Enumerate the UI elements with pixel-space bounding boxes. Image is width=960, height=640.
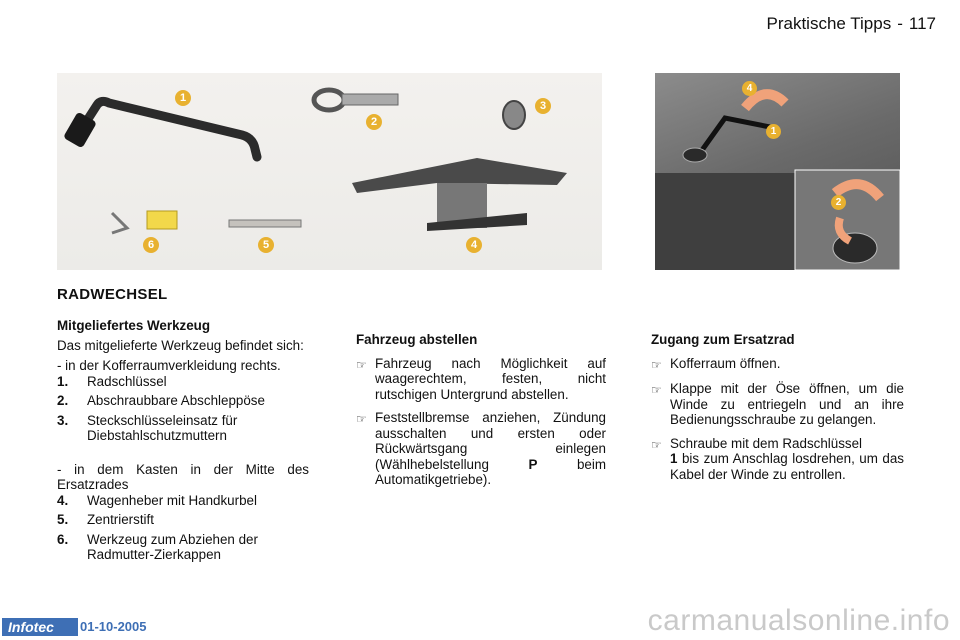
watermark: carmanualsonline.info: [647, 604, 950, 637]
tool-item-text: Steckschlüsseleinsatz für Diebstahlschutzmuttern: [87, 412, 238, 443]
cap-puller-drawing: [112, 211, 177, 233]
callout-5: 5: [258, 237, 274, 253]
callout-4: 4: [466, 237, 482, 253]
wheel-wrench-drawing: [63, 101, 257, 157]
trunk-illustration: [655, 73, 900, 270]
park-step-text-c: beim Automatikgetriebe).: [375, 456, 606, 487]
jack-drawing: [352, 158, 567, 231]
tool-item: [57, 493, 309, 509]
access-step: [651, 436, 904, 483]
header-separator: -: [897, 14, 903, 33]
tool-item-number: 2.: [57, 393, 69, 408]
gear-position-p: P: [528, 456, 538, 472]
park-step-text: Fahrzeug nach Möglichkeit auf waagerechtem, festen, nicht rutschigen Untergrund abstellen.: [375, 355, 606, 402]
header-section: Praktische Tipps: [766, 14, 892, 33]
tool-item-number: 6.: [57, 531, 69, 547]
tool-item: [57, 532, 309, 563]
access-step-text-a: Schraube mit dem Radschlüssel: [670, 435, 863, 451]
tool-item: [57, 512, 309, 528]
park-step: [356, 410, 606, 488]
tool-item-number: 5.: [57, 512, 69, 527]
park-heading: Fahrzeug abstellen: [356, 332, 478, 347]
access-step-text: [670, 436, 904, 483]
tools-intro: Das mitgelieferte Werkzeug befindet sich:: [57, 337, 304, 353]
tool-item: [57, 374, 309, 390]
tool-item: [57, 413, 309, 444]
tow-eye-drawing: [314, 90, 398, 110]
park-vehicle-column: [356, 332, 606, 488]
infotec-logo: Infotec: [2, 618, 78, 636]
car-callout-2: 2: [831, 195, 846, 210]
callout-6: 6: [143, 237, 159, 253]
wrench-ref-1: 1: [670, 451, 678, 466]
access-step-text: Klappe mit der Öse öffnen, um die Winde zu entriegeln und an ihre Bedienungsschraube zu gelangen.: [670, 381, 904, 427]
tools-illustration: [57, 73, 602, 270]
hand-pointer-icon: ☞: [651, 357, 662, 372]
car-callout-1: 1: [766, 124, 781, 139]
centering-pin-drawing: [229, 220, 301, 227]
page-header: [760, 14, 936, 34]
footer-date: 01-10-2005: [80, 619, 147, 634]
hand-pointer-icon: ☞: [356, 357, 367, 372]
park-step-text: [375, 410, 606, 488]
tool-item-number: 3.: [57, 412, 69, 428]
tool-item: [57, 393, 309, 409]
access-step: [651, 381, 904, 428]
hand-pointer-icon: ☞: [356, 412, 367, 426]
tools-column: [57, 318, 309, 563]
header-page-number: 117: [908, 14, 936, 33]
callout-2: 2: [366, 114, 382, 130]
hand-pointer-icon: ☞: [651, 383, 662, 397]
section-title: RADWECHSEL: [57, 286, 168, 303]
location-1: - in der Kofferraumverkleidung rechts.: [57, 358, 281, 373]
tool-item-number: 1.: [57, 373, 69, 389]
park-step: [356, 356, 606, 403]
tools-heading: Mitgeliefertes Werkzeug: [57, 318, 211, 333]
tool-item-text: Abschraubbare Abschleppöse: [87, 393, 265, 408]
park-step-text-a: Feststellbremse anziehen, Zündung ausschalten und ersten oder Rückwärtsgang einlegen (Wählhebelstellung: [375, 410, 606, 472]
tool-item-text: Radschlüssel: [87, 373, 167, 389]
tool-item-number: 4.: [57, 492, 69, 508]
spare-wheel-access-column: [651, 332, 904, 482]
tool-item-text: Wagenheber mit Handkurbel: [87, 492, 257, 508]
access-step-text: Kofferraum öffnen.: [670, 355, 781, 371]
location-2: - in dem Kasten in der Mitte des Ersatzrades: [57, 461, 309, 492]
callout-3: 3: [535, 98, 551, 114]
tool-item-text: Zentrierstift: [87, 512, 154, 527]
tool-item-text: Werkzeug zum Abziehen der Radmutter-Zierkappen: [87, 531, 258, 562]
socket-drawing: [503, 101, 525, 129]
access-heading: Zugang zum Ersatzrad: [651, 332, 795, 347]
access-step-text-c: bis zum Anschlag losdrehen, um das Kabel der Winde zu entrollen.: [670, 451, 904, 482]
car-callout-4: 4: [742, 81, 757, 96]
access-step: [651, 356, 904, 374]
hand-pointer-icon: ☞: [651, 437, 662, 452]
callout-1: 1: [175, 90, 191, 106]
